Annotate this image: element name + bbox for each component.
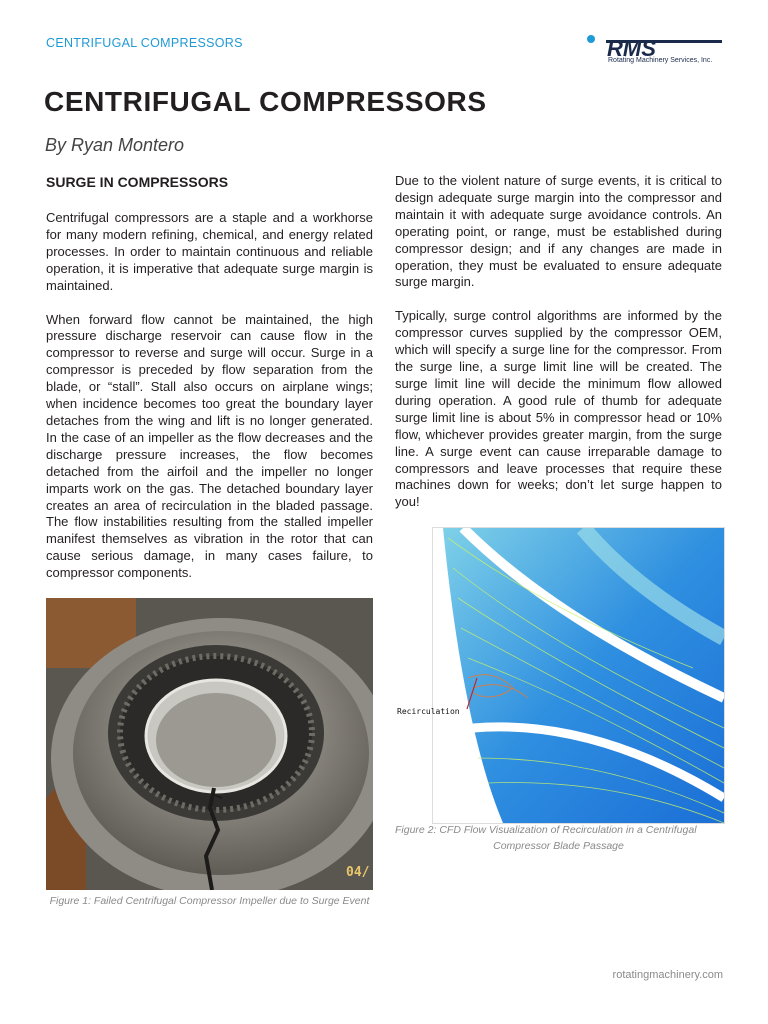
paragraph: Centrifugal compressors are a staple and a workhorse for many modern refining, chemical, and energy related processes. In order to maintain continuous and reliable operation, it is imperative that adequate surge margin is maintained. [46,210,373,293]
right-column [395,173,722,528]
logo-tagline: Rotating Machinery Services, Inc. [608,57,713,64]
company-logo [570,30,725,70]
left-column [46,210,373,599]
logo-wordmark: RMS [607,36,656,61]
figure-1-caption: Figure 1: Failed Centrifugal Compressor Impeller due to Surge Event [49,895,370,907]
photo-date-stamp: 04/ [346,865,370,880]
figure-2-caption-line-2: Compressor Blade Passage [493,840,624,852]
section-heading: SURGE IN COMPRESSORS [46,174,229,190]
figure-2-cfd-visualization [432,527,725,824]
recirculation-annotation: Recirculation [397,707,460,716]
paragraph: When forward flow cannot be maintained, the high pressure discharge reservoir can cause flow in the compressor to reverse and surge will occur. Surge in a compressor is preceded by flow separation from the blade, or “stall”. Stall also occurs on airplane wings; when incidence becomes too great the boundary layer detaches from the wing and lift is no longer generated. In the case of an impeller as the flow decreases and the discharge pressure increases, the flow becomes detached from the airfoil and the impeller no longer imparts work on the gas. The detached boundary layer creates an area of recirculation in the bladed passage. The flow instabilities resulting from the stalled impeller manifest themselves as vibration in the rotor that can cause serious damage, in many cases failure, to compressor components. [46,311,373,581]
paragraph: Due to the violent nature of surge events, it is critical to design adequate surge margin into the compressor and maintain it with adequate surge avoidance controls. An operating point, or range, must be established during compressor design; and if any changes are made in operation, they must be evaluated to ensure adequate surge margin. [395,173,722,290]
figure-2-caption-line-1: Figure 2: CFD Flow Visualization of Recirculation in a Centrifugal [395,824,697,836]
rms-logo-icon [570,30,725,70]
footer-url: rotatingmachinery.com [612,969,723,981]
figure-2-caption [395,822,722,854]
figure-1-impeller-photo [46,598,373,890]
article-byline: By Ryan Montero [45,135,185,155]
paragraph: Typically, surge control algorithms are informed by the compressor curves supplied by the compressor OEM, which will specify a surge line for the compressor. From the surge line, a surge limit line will be created. The surge limit line will decide the minimum flow allowed during operation. A good rule of thumb for adequate surge limit line is about 5% in compressor head or 10% flow, whichever provides greater margin, from the surge line. A surge event can cause irreparable damage to compressors and leave processes that require these machines down for weeks; don’t let surge happen to you! [395,308,722,510]
article-title: CENTRIFUGAL COMPRESSORS [44,86,487,117]
running-head: CENTRIFUGAL COMPRESSORS [46,36,243,50]
